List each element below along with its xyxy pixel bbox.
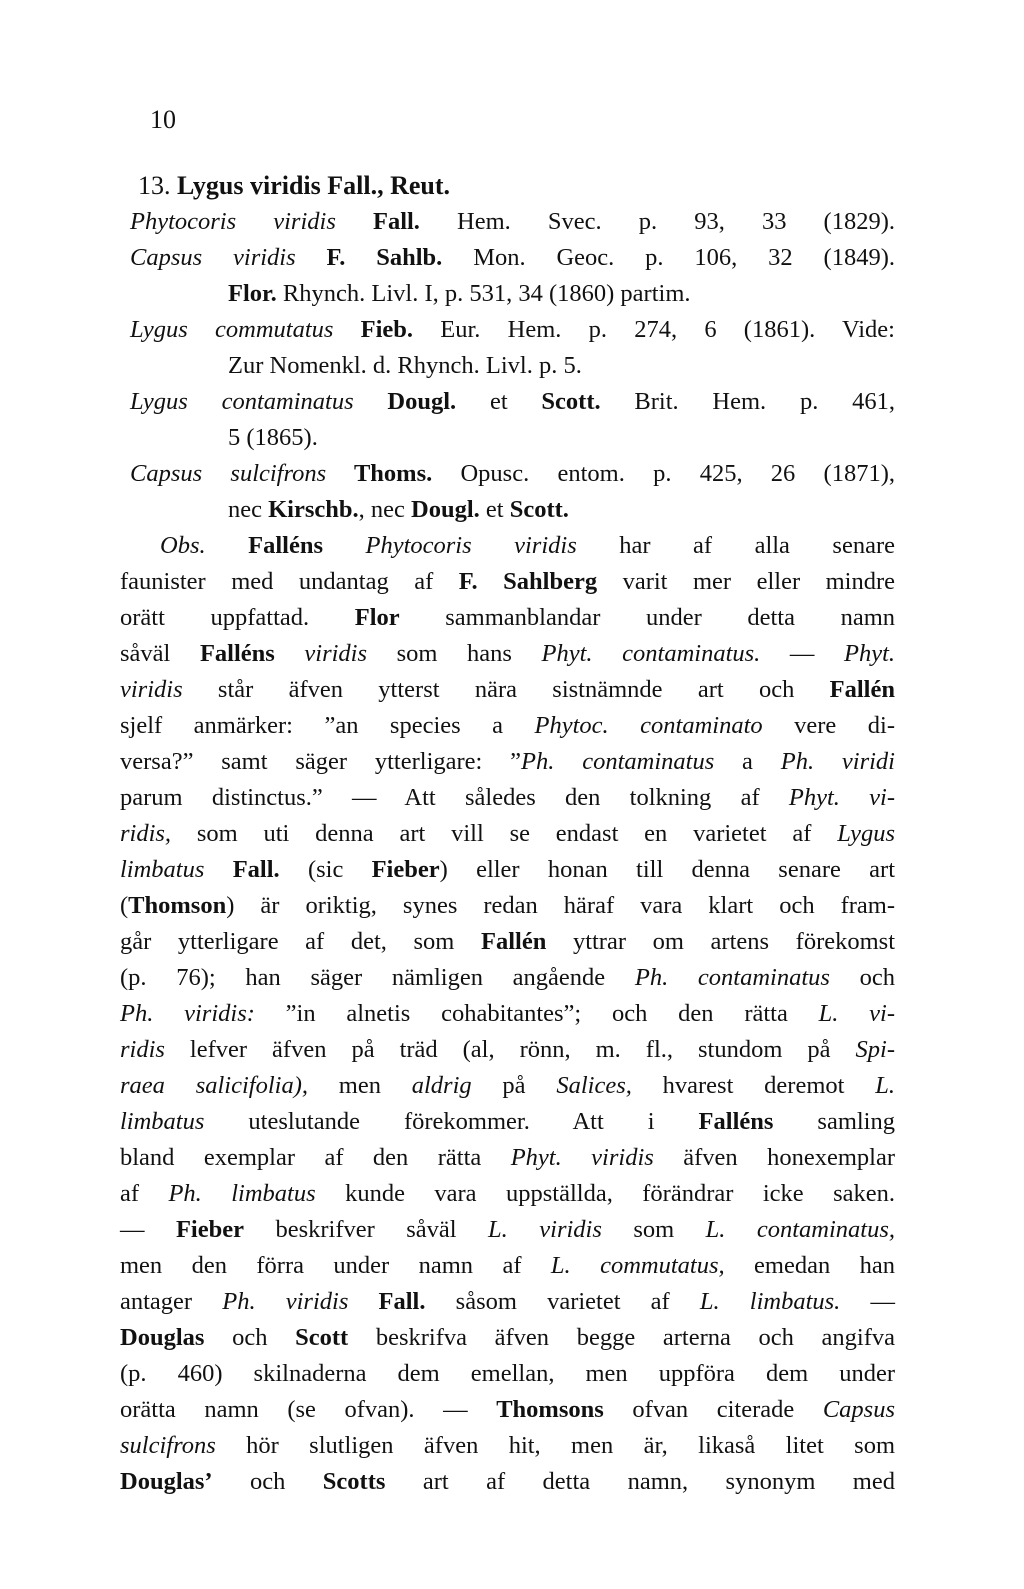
- text-run: (sic: [279, 856, 372, 883]
- observation-line: [120, 564, 895, 600]
- italic-run: Ph. contaminatus: [634, 964, 830, 991]
- bold-run: Fieb.: [333, 316, 414, 343]
- text-run: sammanblandar under detta namn: [399, 604, 895, 631]
- text-run: hör slutligen äfven hit, men är, likaså litet som: [215, 1432, 895, 1459]
- bold-run: Fall.: [335, 208, 420, 235]
- text-run: som: [601, 1216, 706, 1243]
- observation-line: [120, 1356, 895, 1392]
- observation-first-line: [120, 528, 895, 564]
- text-run: och: [212, 1468, 323, 1495]
- observation-line: [120, 960, 895, 996]
- text-run: kunde vara uppställda, förändrar icke saken.: [315, 1180, 895, 1207]
- text-run: äfven honexemplar: [653, 1144, 895, 1171]
- text-run: antager: [120, 1288, 223, 1315]
- text-run: men: [307, 1072, 412, 1099]
- text-run: (p. 460) skilnaderna dem emellan, men uppföra dem under: [120, 1360, 895, 1387]
- italic-run: Capsus sulcifrons: [130, 460, 327, 487]
- observation-line: [120, 852, 895, 888]
- synonym-line: [120, 312, 895, 348]
- observation-line: [120, 1428, 895, 1464]
- observation-line: [120, 996, 895, 1032]
- text-run: såsom varietet af: [425, 1288, 700, 1315]
- text-run: Hem. Svec. p. 93, 33 (1829).: [419, 208, 895, 235]
- observation-line: [120, 1032, 895, 1068]
- text-run: lefver äfven på träd (al, rönn, m. fl., stundom på: [164, 1036, 856, 1063]
- text-run: orätta namn (se ofvan). —: [120, 1396, 497, 1423]
- text-run: et: [456, 388, 542, 415]
- observation-line: [120, 1320, 895, 1356]
- italic-run: Obs.: [160, 532, 206, 559]
- observation-line: [120, 1284, 895, 1320]
- observation-line: [120, 1464, 895, 1500]
- text-run: Zur Nomenkl. d. Rhynch. Livl. p. 5.: [228, 352, 582, 379]
- text-run: och: [204, 1324, 296, 1351]
- synonym-line: [120, 456, 895, 492]
- observation-line: [120, 1392, 895, 1428]
- text-run: hvarest deremot: [631, 1072, 876, 1099]
- bold-run: Falléns: [698, 1108, 774, 1135]
- bold-run: Fall.: [204, 856, 280, 883]
- italic-run: Capsus: [822, 1396, 895, 1423]
- bold-run: Fallén: [829, 676, 895, 703]
- text-run: —: [760, 640, 844, 667]
- observation-line: [120, 1212, 895, 1248]
- observation-line: [120, 1068, 895, 1104]
- text-run: Mon. Geoc. p. 106, 32 (1849).: [442, 244, 895, 271]
- text-run: som uti denna art vill se endast en varietet af: [171, 820, 838, 847]
- italic-run: limbatus: [120, 1108, 205, 1135]
- text-run: ofvan citerade: [603, 1396, 823, 1423]
- observation-line: [120, 1104, 895, 1140]
- species-entry: [120, 168, 895, 1500]
- observation-line: [120, 708, 895, 744]
- bold-run: Scott: [295, 1324, 349, 1351]
- italic-run: L.: [875, 1072, 895, 1099]
- text-run: Opusc. entom. p. 425, 26 (1871),: [432, 460, 895, 487]
- italic-run: Lygus commutatus: [130, 316, 334, 343]
- text-run: et: [479, 496, 510, 523]
- text-run: har af alla senare: [576, 532, 895, 559]
- synonym-line: [120, 204, 895, 240]
- bold-run: Flor: [354, 604, 400, 631]
- italic-run: Phytocoris viridis: [322, 532, 577, 559]
- italic-run: ridis,: [120, 820, 172, 847]
- text-run: som hans: [367, 640, 542, 667]
- bold-run: Lygus viridis: [177, 171, 321, 200]
- italic-run: Ph. contaminatus: [521, 748, 715, 775]
- italic-run: viridis: [120, 676, 183, 703]
- italic-run: Phyt. viridis: [510, 1144, 654, 1171]
- italic-run: Phytoc. contaminato: [534, 712, 763, 739]
- italic-run: Ph. limbatus: [168, 1180, 316, 1207]
- bold-run: Kirschb.: [268, 496, 359, 523]
- italic-run: Ph. viridis:: [120, 1000, 255, 1027]
- italic-run: limbatus: [120, 856, 205, 883]
- text-run: (p. 76); han säger nämligen angående: [120, 964, 635, 991]
- observation-line: [120, 744, 895, 780]
- italic-run: aldrig: [411, 1072, 472, 1099]
- observation-line: [120, 924, 895, 960]
- italic-run: Salices,: [556, 1072, 632, 1099]
- text-run: varit mer eller mindre: [597, 568, 896, 595]
- bold-run: Fall.: [348, 1288, 426, 1315]
- text-run: sjelf anmärker: ”an species a: [120, 712, 535, 739]
- text-run: uteslutande förekommer. Att i: [204, 1108, 699, 1135]
- bold-run: Flor.: [228, 280, 277, 307]
- bold-run: Fieber: [175, 1216, 244, 1243]
- text-run: men den förra under namn af: [120, 1252, 551, 1279]
- text-run: bland exemplar af den rätta: [120, 1144, 511, 1171]
- text-run: orätt uppfattad.: [120, 604, 355, 631]
- text-run: samling: [773, 1108, 895, 1135]
- text-run: —: [120, 1216, 176, 1243]
- bold-run: Scott.: [509, 496, 569, 523]
- bold-run: Thomsons: [496, 1396, 604, 1423]
- italic-run: sulcifrons: [120, 1432, 216, 1459]
- bold-run: Fieber: [371, 856, 440, 883]
- text-run: ) eller honan till denna senare art: [439, 856, 895, 883]
- text-run: art af detta namn, synonym med: [385, 1468, 895, 1495]
- italic-run: Spi-: [855, 1036, 895, 1063]
- text-run: af: [120, 1180, 169, 1207]
- italic-run: L. commutatus,: [550, 1252, 725, 1279]
- bold-run: Douglas’: [120, 1468, 213, 1495]
- italic-run: L. contaminatus,: [705, 1216, 895, 1243]
- bold-run: Scott.: [541, 388, 601, 415]
- bold-run: F. Sahlberg: [458, 568, 598, 595]
- synonym-line: [120, 384, 895, 420]
- italic-run: ridis: [120, 1036, 165, 1063]
- text-run: Eur. Hem. p. 274, 6 (1861). Vide:: [413, 316, 895, 343]
- text-run: , nec: [358, 496, 412, 523]
- observation-line: [120, 600, 895, 636]
- synonym-continuation: [120, 276, 895, 312]
- text-run: Rhynch. Livl. I, p. 531, 34 (1860) partim.: [276, 280, 691, 307]
- text-run: ”in alnetis cohabitantes”; och den rätta: [254, 1000, 819, 1027]
- italic-run: Lygus contaminatus: [130, 388, 354, 415]
- text-run: står äfven ytterst nära sistnämnde art och: [182, 676, 830, 703]
- italic-run: L. vi-: [818, 1000, 895, 1027]
- text-run: 13.: [138, 171, 177, 200]
- observation-line: [120, 636, 895, 672]
- italic-run: Ph. viridis: [222, 1288, 349, 1315]
- text-run: emedan han: [724, 1252, 895, 1279]
- text-run: parum distinctus.” — Att således den tolkning af: [120, 784, 789, 811]
- bold-run: Falléns: [199, 640, 275, 667]
- synonym-continuation: [120, 420, 895, 456]
- observation-line: [120, 1140, 895, 1176]
- text-run: beskrifver såväl: [244, 1216, 489, 1243]
- synonym-line: [120, 240, 895, 276]
- observation-line: [120, 672, 895, 708]
- text-run: faunister med undantag af: [120, 568, 459, 595]
- italic-run: Phyt.: [843, 640, 896, 667]
- bold-run: Fall., Reut.: [320, 171, 451, 200]
- italic-run: L. viridis: [488, 1216, 602, 1243]
- observation-line: [120, 1248, 895, 1284]
- text-run: och: [829, 964, 896, 991]
- text-run: nec: [228, 496, 269, 523]
- bold-run: Douglas: [120, 1324, 205, 1351]
- italic-run: Phytocoris viridis: [130, 208, 336, 235]
- italic-run: L. limbatus.: [699, 1288, 841, 1315]
- italic-run: Lygus: [837, 820, 895, 847]
- bold-run: Fallén: [480, 928, 547, 955]
- bold-run: Falléns: [205, 532, 323, 559]
- bold-run: Dougl.: [353, 388, 457, 415]
- text-run: ) är oriktig, synes redan häraf vara klart och fram-: [226, 892, 895, 919]
- text-run: versa?” samt säger ytterligare: ”: [120, 748, 522, 775]
- italic-run: Capsus viridis: [130, 244, 296, 271]
- synonym-continuation: [120, 348, 895, 384]
- text-run: (: [120, 892, 129, 919]
- italic-run: Ph. viridi: [780, 748, 895, 775]
- bold-run: Dougl.: [411, 496, 480, 523]
- text-run: såväl: [120, 640, 200, 667]
- observation-line: [120, 816, 895, 852]
- text-run: 5 (1865).: [228, 424, 318, 451]
- italic-run: raea salicifolia),: [120, 1072, 308, 1099]
- bold-run: Thoms.: [326, 460, 433, 487]
- bold-run: Thomson: [128, 892, 227, 919]
- text-run: Brit. Hem. p. 461,: [600, 388, 895, 415]
- italic-run: Phyt. contaminatus.: [541, 640, 761, 667]
- observation-line: [120, 1176, 895, 1212]
- synonym-continuation: [120, 492, 895, 528]
- italic-run: viridis: [274, 640, 368, 667]
- bold-run: F. Sahlb.: [295, 244, 443, 271]
- text-run: a: [714, 748, 781, 775]
- observation-line: [120, 780, 895, 816]
- text-run: går ytterligare af det, som: [120, 928, 481, 955]
- text-run: beskrifva äfven begge arterna och angifva: [348, 1324, 895, 1351]
- italic-run: Phyt. vi-: [788, 784, 895, 811]
- observation-line: [120, 888, 895, 924]
- text-run: —: [840, 1288, 895, 1315]
- text-run: yttrar om artens förekomst: [546, 928, 896, 955]
- page-number: 10: [150, 105, 176, 134]
- text-run: på: [471, 1072, 557, 1099]
- species-heading: [120, 168, 895, 204]
- bold-run: Scotts: [322, 1468, 386, 1495]
- text-run: vere di-: [762, 712, 895, 739]
